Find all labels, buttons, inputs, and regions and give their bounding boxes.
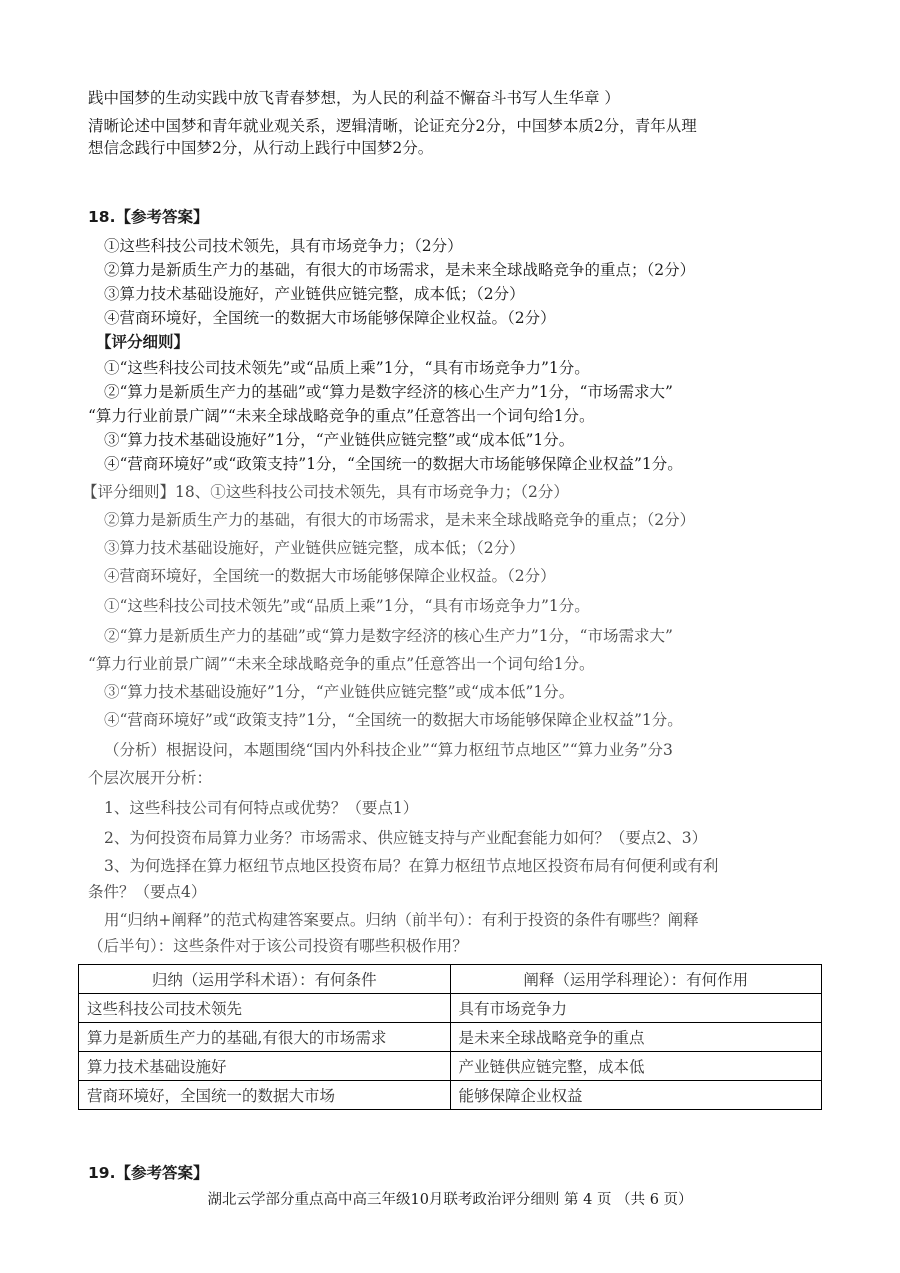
analysis-line: 条件？（要点4） <box>88 883 207 901</box>
rubric-item: ②“算力是新质生产力的基础”或“算力是数字经济的核心生产力”1分，“市场需求大” <box>104 383 673 401</box>
analysis-line: 3、为何选择在算力枢纽节点地区投资布局？在算力枢纽节点地区投资布局有何便利或有利 <box>104 857 719 875</box>
table-cell: 能够保障企业权益 <box>450 1081 822 1110</box>
answer-item: ②算力是新质生产力的基础，有很大的市场需求，是未来全球战略竞争的重点；（2分） <box>104 261 696 279</box>
analysis-line: 个层次展开分析： <box>88 769 213 787</box>
analysis-line: 2、为何投资布局算力业务？市场需求、供应链支持与产业配套能力如何？（要点2、3） <box>104 829 708 847</box>
detail-line: ④“营商环境好”或“政策支持”1分，“全国统一的数据大市场能够保障企业权益”1分。 <box>104 711 683 729</box>
table-row <box>79 1052 822 1081</box>
answer-item: ④营商环境好，全国统一的数据大市场能够保障企业权益。（2分） <box>104 309 556 327</box>
rubric-item: ④“营商环境好”或“政策支持”1分，“全国统一的数据大市场能够保障企业权益”1分。 <box>104 455 683 473</box>
detail-line: ③算力技术基础设施好，产业链供应链完整，成本低；（2分） <box>104 539 525 557</box>
table-header-cell: 归纳（运用学科术语）：有何条件 <box>79 965 451 994</box>
rubric-item: ①“这些科技公司技术领先”或“品质上乘”1分，“具有市场竞争力”1分。 <box>104 359 590 377</box>
analysis-line: 用“归纳+阐释”的范式构建答案要点。归纳（前半句）：有利于投资的条件有哪些？阐释 <box>104 911 699 929</box>
rubric-heading: 【评分细则】 <box>96 333 190 351</box>
table-cell: 是未来全球战略竞争的重点 <box>450 1023 822 1052</box>
table-row <box>79 1081 822 1110</box>
question-18-heading: 18.【参考答案】 <box>88 208 209 226</box>
text-line: 践中国梦的生动实践中放飞青春梦想，为人民的利益不懈奋斗书写人生华章 ） <box>88 89 620 107</box>
table-cell: 算力技术基础设施好 <box>79 1052 451 1081</box>
question-19-heading: 19.【参考答案】 <box>88 1164 209 1182</box>
detail-line: ①“这些科技公司技术领先”或“品质上乘”1分，“具有市场竞争力”1分。 <box>104 597 590 615</box>
table-cell: 这些科技公司技术领先 <box>79 994 451 1023</box>
table-row <box>79 994 822 1023</box>
table-header-cell: 阐释（运用学科理论）：有何作用 <box>450 965 822 994</box>
analysis-line: （后半句）：这些条件对于该公司投资有哪些积极作用？ <box>88 937 468 955</box>
detail-line: “算力行业前景广阔”“未来全球战略竞争的重点”任意答出一个词句给1分。 <box>88 655 595 673</box>
table-header-row <box>79 965 822 994</box>
table-cell: 算力是新质生产力的基础,有很大的市场需求 <box>79 1023 451 1052</box>
page-footer: 湖北云学部分重点高中高三年级10月联考政治评分细则 第 4 页 （共 6 页） <box>207 1192 693 1208</box>
detail-line: ②算力是新质生产力的基础，有很大的市场需求，是未来全球战略竞争的重点；（2分） <box>104 511 696 529</box>
answer-item: ①这些科技公司技术领先，具有市场竞争力；（2分） <box>104 237 463 255</box>
analysis-line: （分析）根据设问，本题围绕“国内外科技企业”“算力枢纽节点地区”“算力业务”分3 <box>104 741 673 759</box>
text-line: 清晰论述中国梦和青年就业观关系，逻辑清晰，论证充分2分，中国梦本质2分，青年从理 <box>88 117 697 135</box>
text-line: 想信念践行中国梦2分，从行动上践行中国梦2分。 <box>88 139 434 157</box>
rubric-item: “算力行业前景广阔”“未来全球战略竞争的重点”任意答出一个词句给1分。 <box>88 407 595 425</box>
detail-line: ③“算力技术基础设施好”1分，“产业链供应链完整”或“成本低”1分。 <box>104 683 575 701</box>
table-cell: 产业链供应链完整，成本低 <box>450 1052 822 1081</box>
analysis-line: 1、这些科技公司有何特点或优势？（要点1） <box>104 799 419 817</box>
rubric-item: ③“算力技术基础设施好”1分，“产业链供应链完整”或“成本低”1分。 <box>104 431 575 449</box>
detail-line: ④营商环境好，全国统一的数据大市场能够保障企业权益。（2分） <box>104 567 556 585</box>
table-cell: 营商环境好，全国统一的数据大市场 <box>79 1081 451 1110</box>
answer-table <box>78 964 822 1110</box>
detail-line: 【评分细则】18、①这些科技公司技术领先，具有市场竞争力；（2分） <box>82 483 569 501</box>
table-cell: 具有市场竞争力 <box>450 994 822 1023</box>
answer-item: ③算力技术基础设施好，产业链供应链完整，成本低；（2分） <box>104 285 525 303</box>
table-row <box>79 1023 822 1052</box>
detail-line: ②“算力是新质生产力的基础”或“算力是数字经济的核心生产力”1分，“市场需求大” <box>104 627 673 645</box>
